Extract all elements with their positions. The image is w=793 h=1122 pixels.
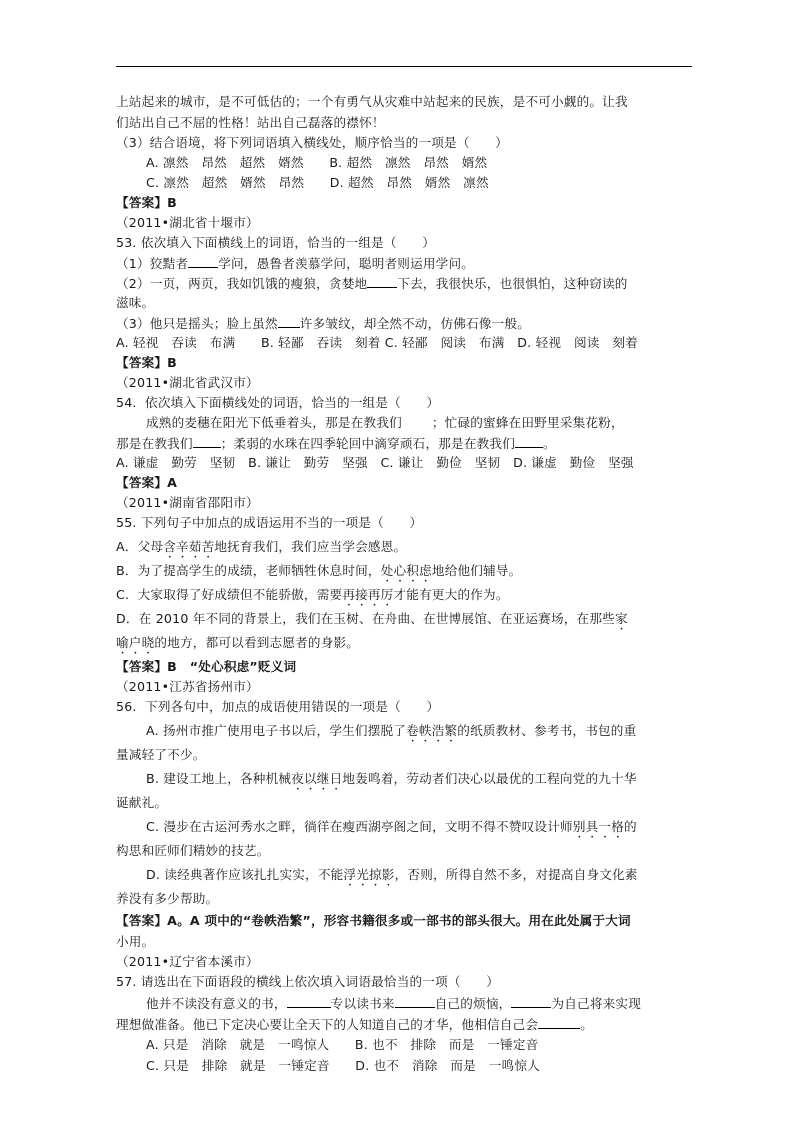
text-segment: 。 bbox=[580, 1017, 593, 1032]
text-line bbox=[116, 433, 556, 454]
dotted-idiom: 含辛茹苦 bbox=[163, 539, 215, 554]
text-segment: C. 漫步在古运河秀水之畔，徜徉在瘦西湖亭阁之间，文明不得不赞叹设计师 bbox=[146, 819, 573, 834]
header-rule bbox=[116, 66, 692, 67]
text-segment: 地抚育我们，我们应当学会感恩。 bbox=[214, 539, 407, 554]
fill-blank bbox=[515, 433, 543, 448]
dotted-idiom: 喻户晓 bbox=[116, 635, 155, 650]
answer-line: 【答案】B bbox=[116, 195, 177, 210]
text-segment: （1）狡黠者 bbox=[116, 256, 189, 271]
option-line: A. 只是 消除 就是 一鸣惊人 B. 也不 排除 而是 一锤定音 bbox=[146, 1037, 539, 1052]
text-segment: ；忙碌的蜜蜂在田野里采集花粉， bbox=[431, 415, 624, 430]
text-line: 量减轻了不少。 bbox=[116, 747, 206, 762]
fill-blank bbox=[395, 993, 435, 1008]
source-line: （2011•湖北省武汉市） bbox=[116, 375, 259, 390]
text-line: 小用。 bbox=[116, 934, 155, 949]
option-line bbox=[116, 585, 509, 609]
fill-blank bbox=[188, 253, 218, 268]
text-segment: B．为了提高学生的成绩，老师牺牲休息时间， bbox=[116, 563, 381, 578]
text-segment: C. 大家取得了好成绩但不能骄傲，需要 bbox=[116, 587, 343, 602]
option-line: A. 谦虚 勤劳 坚韧 B. 谦让 勤劳 坚强 C. 谦让 勤俭 坚韧 D. 谦虚 勤俭 坚强 bbox=[116, 455, 634, 470]
text-line bbox=[146, 413, 624, 433]
answer-line: 【答案】B bbox=[116, 355, 177, 370]
text-segment: ，否则，所得自然不多，对提高自身文化素 bbox=[394, 867, 638, 882]
text-line: 上站起来的城市，是不可低估的；一个有勇气从灾难中站起来的民族，是不可小觑的。让我 bbox=[116, 94, 628, 109]
answer-line: 【答案】B “处心积虑”贬义词 bbox=[116, 659, 297, 674]
option-line: C. 只是 排除 就是 一锤定音 D. 也不 消除 而是 一鸣惊人 bbox=[146, 1058, 540, 1073]
option-line bbox=[146, 817, 637, 841]
fill-blank bbox=[278, 313, 300, 328]
text-segment: 许多皱纹，却全然不动，仿佛石像一般。 bbox=[299, 316, 531, 331]
dotted-idiom: 别具一格 bbox=[572, 819, 624, 834]
dotted-idiom: 夜以继日 bbox=[291, 771, 343, 786]
text-line: 养没有多少帮助。 bbox=[116, 891, 219, 906]
text-segment: 地轰鸣着，劳动者们决心以最优的工程向党的九十华 bbox=[342, 771, 637, 786]
text-segment: 理想做准备。他已下定决心要让全天下的人知道自己的才华，他相信自己会 bbox=[116, 1017, 539, 1032]
fill-blank bbox=[511, 993, 551, 1008]
question-stem: 57. 请选出在下面语段的横线上依次填入词语最恰当的一项（ ） bbox=[116, 974, 500, 989]
dotted-idiom: 浮光掠影 bbox=[343, 867, 395, 882]
text-line bbox=[116, 253, 474, 274]
text-segment: 那是在教我们 bbox=[116, 436, 193, 451]
option-line: A. 凛然 昂然 超然 婿然 B. 超然 凛然 昂然 婿然 bbox=[146, 155, 488, 170]
fill-blank bbox=[538, 1014, 580, 1029]
text-segment: 为自己将来实现 bbox=[551, 996, 642, 1011]
dotted-idiom: 处心积虑 bbox=[380, 563, 432, 578]
question-stem: （3）结合语境，将下列词语填入横线处，顺序恰当的一项是（ ） bbox=[116, 135, 509, 150]
text-line bbox=[146, 993, 641, 1014]
text-line bbox=[116, 273, 628, 294]
text-line: 们站出自己不屈的性格！站出自己磊落的襟怀！ bbox=[116, 115, 385, 130]
answer-line: 【答案】A bbox=[116, 475, 178, 490]
option-line bbox=[116, 609, 628, 633]
text-segment: 专以读书来 bbox=[330, 996, 395, 1011]
text-segment: 的纸质教材、参考书，书包的重 bbox=[457, 723, 637, 738]
text-segment: 他并不读没有意义的书， bbox=[146, 996, 287, 1011]
option-line bbox=[116, 561, 521, 585]
question-stem: 53. 依次填入下面横线上的词语，恰当的一组是（ ） bbox=[116, 235, 436, 250]
text-line: 构思和匠师们精妙的技艺。 bbox=[116, 843, 270, 858]
text-line: 滋味。 bbox=[116, 295, 155, 310]
option-line bbox=[116, 537, 406, 561]
text-segment: 成熟的麦穗在阳光下低垂着头，那是在教我们 bbox=[146, 415, 402, 430]
text-line bbox=[116, 313, 530, 334]
source-line: （2011•辽宁省本溪市） bbox=[116, 954, 259, 969]
text-segment: 的 bbox=[624, 819, 637, 834]
text-line bbox=[116, 633, 359, 657]
text-segment: D．在 2010 年不同的背景上，我们在玉树、在舟曲、在世博展馆、在亚运赛场，在那些 bbox=[116, 611, 615, 626]
option-line bbox=[146, 721, 636, 745]
text-segment: 地给他们辅导。 bbox=[431, 563, 522, 578]
text-segment: A．父母 bbox=[116, 539, 164, 554]
answer-line: 【答案】A。A 项中的“卷帙浩繁”，形容书籍很多或一部书的部头很大。用在此处属于大词 bbox=[116, 913, 631, 928]
dotted-idiom: 卷帙浩繁 bbox=[406, 723, 458, 738]
fill-blank bbox=[287, 993, 331, 1008]
source-line: （2011•湖南省邵阳市） bbox=[116, 495, 259, 510]
question-stem: 54. 依次填入下面横线处的词语，恰当的一组是（ ） bbox=[116, 395, 440, 410]
text-segment: （2）一页，两页，我如饥饿的瘦狼，贪婪地 bbox=[116, 276, 368, 291]
option-line: A. 轻视 吞读 布满 B. 轻鄙 吞读 刻着 C. 轻鄙 阅读 布满 D. 轻视 阅读 刻着 bbox=[116, 335, 638, 350]
text-segment: 学问，愚鲁者羡慕学问，聪明者则运用学问。 bbox=[218, 256, 475, 271]
text-segment: 自己的烦恼， bbox=[434, 996, 512, 1011]
dotted-idiom: 再接再厉 bbox=[342, 587, 394, 602]
fill-blank bbox=[193, 433, 221, 448]
text-segment: 下去，我很快乐，也很惧怕，这种窃读的 bbox=[397, 276, 628, 291]
text-line bbox=[116, 1014, 593, 1035]
text-segment: 。 bbox=[543, 436, 556, 451]
option-line: C. 凛然 超然 婿然 昂然 D. 超然 昂然 婿然 凛然 bbox=[146, 175, 489, 190]
option-line bbox=[146, 865, 638, 889]
source-line: （2011•湖北省十堰市） bbox=[116, 215, 259, 230]
text-segment: B. 建设工地上，各种机械 bbox=[146, 771, 292, 786]
text-segment: D. 读经典著作应该扎扎实实，不能 bbox=[146, 867, 344, 882]
source-line: （2011•江苏省扬州市） bbox=[116, 679, 259, 694]
text-segment: 才能有更大的作为。 bbox=[393, 587, 509, 602]
dotted-idiom: 家 bbox=[614, 611, 628, 626]
question-stem: 55. 下列句子中加点的成语运用不当的一项是（ ） bbox=[116, 515, 423, 530]
text-segment: A. 扬州市推广使用电子书以后，学生们摆脱了 bbox=[146, 723, 407, 738]
text-segment: ；柔弱的水珠在四季轮回中滴穿顽石，那是在教我们 bbox=[220, 436, 516, 451]
option-line bbox=[146, 769, 637, 793]
text-segment: （3）他只是摇头；脸上虽然 bbox=[116, 316, 278, 331]
fill-blank bbox=[367, 273, 397, 288]
text-segment: 的地方，都可以看到志愿者的身影。 bbox=[154, 635, 360, 650]
question-stem: 56. 下列各句中，加点的成语使用错误的一项是（ ） bbox=[116, 699, 440, 714]
text-line: 诞献礼。 bbox=[116, 795, 168, 810]
